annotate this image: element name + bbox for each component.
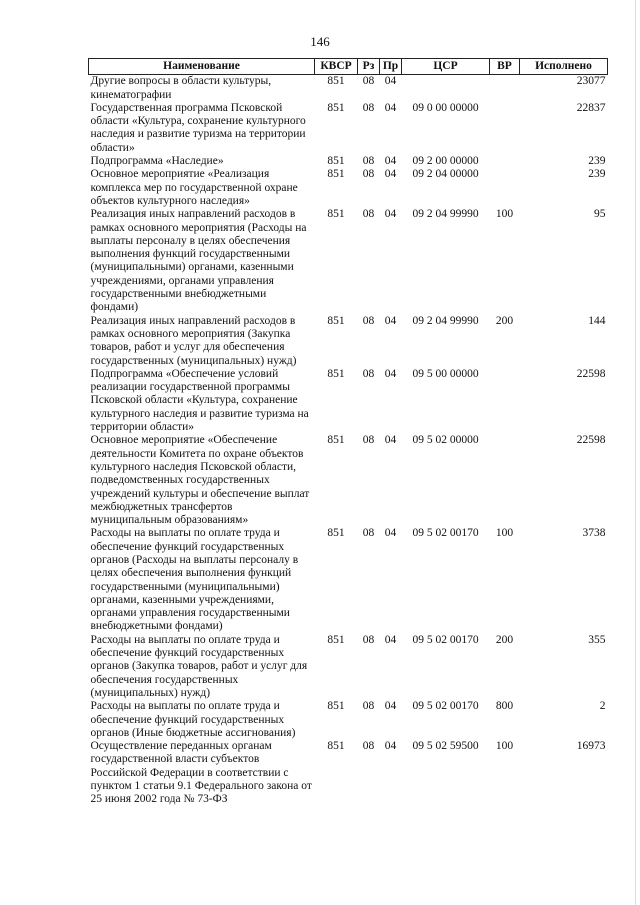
row-csr: 09 5 00 00000 [412, 367, 479, 380]
header-rz: Рз [358, 59, 380, 75]
row-rz: 08 [362, 75, 375, 88]
row-csr: 09 5 02 00170 [412, 633, 479, 646]
table-row [89, 315, 608, 368]
row-csr: 09 5 02 00170 [412, 700, 479, 713]
row-pr: 04 [384, 527, 397, 540]
row-amount: 22598 [576, 367, 606, 380]
row-kvsr: 851 [327, 527, 345, 540]
row-pr: 04 [384, 101, 397, 114]
row-amount: 144 [588, 314, 606, 327]
row-pr: 04 [384, 740, 397, 753]
row-vr: 100 [495, 527, 514, 540]
row-amount: 22598 [576, 434, 606, 447]
row-amount: 95 [594, 208, 606, 221]
row-kvsr: 851 [327, 740, 345, 753]
row-kvsr: 851 [327, 314, 345, 327]
header-name: Наименование [89, 59, 315, 75]
row-pr: 04 [384, 367, 397, 380]
table-row [89, 740, 608, 806]
row-vr [490, 75, 520, 102]
row-amount: 2 [599, 700, 606, 713]
row-amount: 22837 [576, 101, 606, 114]
row-pr: 04 [384, 700, 397, 713]
row-csr: 09 5 02 00000 [412, 434, 479, 447]
row-kvsr: 851 [327, 155, 345, 168]
table-row [89, 434, 608, 527]
row-name: Расходы на выплаты по оплате труда и обеспечение функций государственных органов (Расходы на выплаты персоналу в целях обеспечения выполнения функций государственными (муниципальными) органами, казенными учреждениями, органами управления государственными внебюджетными фондами) [90, 527, 299, 633]
row-name: Осуществление переданных органам государственной власти субъектов Российской Федерации в соответствии с пунктом 1 статьи 9.1 Федерального закона от 25 июня 2002 года № 73-ФЗ [90, 740, 312, 806]
row-csr: 09 2 04 00000 [412, 168, 479, 181]
row-rz: 08 [362, 527, 375, 540]
row-amount: 3738 [582, 527, 606, 540]
table-row [89, 634, 608, 700]
row-name: Подпрограмма «Обеспечение условий реализации государственной программы Псковской области «Культура, сохранение культурного наследия и развитие туризма на территории области» [90, 367, 309, 434]
row-vr [490, 434, 520, 527]
row-amount: 239 [588, 155, 606, 168]
row-kvsr: 851 [327, 75, 345, 88]
row-name: Государственная программа Псковской области «Культура, сохранение культурного наследия и развитие туризма на территории области» [90, 101, 306, 154]
row-rz: 08 [362, 101, 375, 114]
header-kvsr: КВСР [315, 59, 358, 75]
row-name: Расходы на выплаты по оплате труда и обеспечение функций государственных органов (Иные бюджетные ассигнования) [90, 700, 296, 739]
row-vr [490, 368, 520, 434]
row-kvsr: 851 [327, 434, 345, 447]
row-pr: 04 [384, 208, 397, 221]
row-rz: 08 [362, 434, 375, 447]
row-kvsr: 851 [327, 367, 345, 380]
table-row [89, 102, 608, 155]
row-kvsr: 851 [327, 633, 345, 646]
row-csr: 09 2 04 99990 [412, 314, 479, 327]
row-name: Реализация иных направлений расходов в рамках основного мероприятия (Расходы на выплаты персоналу в целях обеспечения выполнения функций государственными (муниципальными) органами, казенными учреждениями, органами управления государственными внебюджетными фондами) [90, 208, 307, 314]
row-amount: 355 [588, 633, 606, 646]
row-name: Подпрограмма «Наследие» [90, 155, 224, 168]
row-csr: 09 5 02 59500 [412, 740, 479, 753]
row-csr: 09 2 04 99990 [412, 208, 479, 221]
budget-table [88, 58, 608, 807]
row-name: Расходы на выплаты по оплате труда и обеспечение функций государственных органов (Закупка товаров, работ и услуг для обеспечения государственных (муниципальных) нужд) [90, 633, 308, 699]
table-body [89, 75, 608, 807]
row-vr [490, 102, 520, 155]
page-number: 146 [310, 34, 330, 49]
row-vr: 200 [495, 314, 514, 327]
row-csr: 09 0 00 00000 [412, 101, 479, 114]
row-amount: 23077 [576, 75, 606, 88]
row-amount: 16973 [576, 740, 606, 753]
row-kvsr: 851 [327, 101, 345, 114]
row-pr: 04 [384, 75, 397, 88]
row-kvsr: 851 [327, 208, 345, 221]
row-name: Основное мероприятие «Реализация комплекса мер по государственной охране объектов культурного наследия» [90, 168, 298, 207]
table-row [89, 168, 608, 208]
row-vr: 200 [495, 633, 514, 646]
row-kvsr: 851 [327, 168, 345, 181]
table-row [89, 700, 608, 740]
row-amount: 239 [588, 168, 606, 181]
row-rz: 08 [362, 155, 375, 168]
row-pr: 04 [384, 168, 397, 181]
table-row [89, 155, 608, 168]
row-name: Другие вопросы в области культуры, кинематографии [90, 75, 272, 101]
row-vr: 800 [495, 700, 514, 713]
row-name: Основное мероприятие «Обеспечение деятельности Комитета по охране объектов культурного наследия Псковской области, подведомственных государственных учреждений культуры и обеспечение выплат межбюджетных трансфертов муниципальным образованиям» [90, 434, 310, 527]
scan-edge-line [635, 0, 636, 905]
row-rz: 08 [362, 367, 375, 380]
row-rz: 08 [362, 168, 375, 181]
row-rz: 08 [362, 314, 375, 327]
row-rz: 08 [362, 700, 375, 713]
table-row [89, 368, 608, 434]
row-rz: 08 [362, 633, 375, 646]
row-pr: 04 [384, 434, 397, 447]
table-header-row [89, 59, 608, 75]
row-pr: 04 [384, 633, 397, 646]
header-vr: ВР [490, 59, 520, 75]
row-rz: 08 [362, 208, 375, 221]
row-csr: 09 2 00 00000 [412, 155, 479, 168]
row-name: Реализация иных направлений расходов в рамках основного мероприятия (Закупка товаров, работ и услуг для обеспечения государственных (муниципальных) нужд) [90, 314, 297, 367]
table-row [89, 527, 608, 633]
header-csr: ЦСР [402, 59, 490, 75]
table-row [89, 208, 608, 314]
row-vr [490, 168, 520, 208]
header-amount: Исполнено [520, 59, 608, 75]
row-pr: 04 [384, 314, 397, 327]
row-vr [490, 155, 520, 168]
row-vr: 100 [495, 208, 514, 221]
header-pr: Пр [380, 59, 402, 75]
row-kvsr: 851 [327, 700, 345, 713]
row-csr: 09 5 02 00170 [412, 527, 479, 540]
row-vr: 100 [495, 740, 514, 753]
row-csr [402, 75, 490, 102]
row-pr: 04 [384, 155, 397, 168]
table-row [89, 75, 608, 102]
row-rz: 08 [362, 740, 375, 753]
